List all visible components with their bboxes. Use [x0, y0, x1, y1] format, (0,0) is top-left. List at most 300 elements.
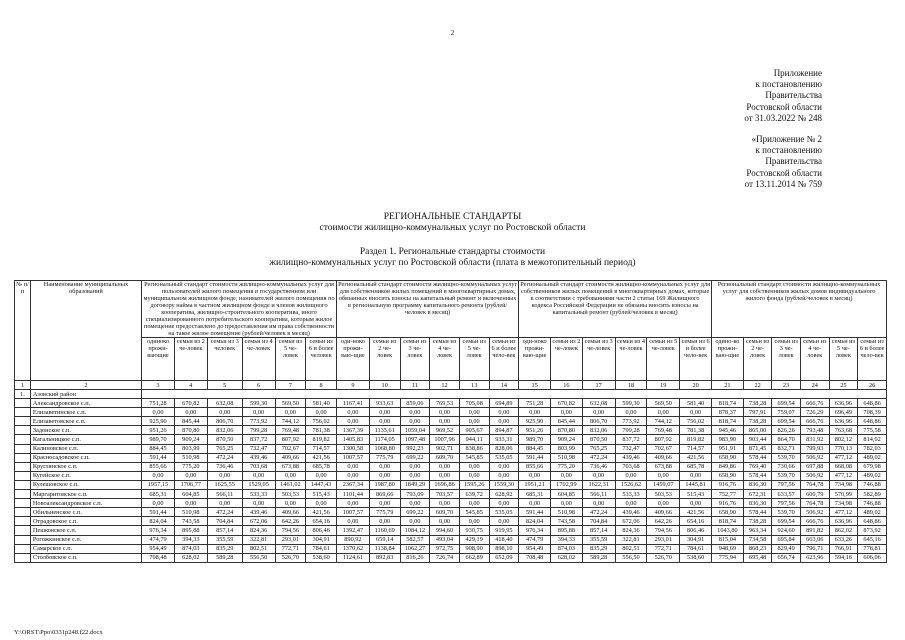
value-cell: 570,99: [829, 490, 858, 499]
approval-line: Ростовской области: [746, 167, 822, 178]
subheader-cell: семьи из 6 и более чело-век: [680, 338, 712, 381]
value-cell: 2367,34: [337, 480, 370, 489]
table-row: [15, 553, 887, 562]
value-cell: 510,98: [174, 508, 207, 517]
value-cell: 945,46: [712, 426, 744, 435]
value-cell: 474,79: [142, 535, 175, 544]
municipality-name: Елизаветовское с.п.: [30, 417, 141, 426]
column-index-cell: 21: [712, 381, 744, 390]
value-cell: 894,87: [489, 426, 519, 435]
value-cell: 925,90: [142, 417, 175, 426]
municipality-name: Красносадовское с.п.: [30, 453, 141, 462]
value-cell: 409,66: [275, 508, 306, 517]
value-cell: 0,00: [489, 462, 519, 471]
value-cell: 1068,80: [369, 444, 400, 453]
approval-gap: [682, 124, 822, 134]
value-cell: 1392,47: [337, 526, 370, 535]
value-cell: 1957,15: [142, 480, 175, 489]
value-cell: 1461,02: [275, 480, 306, 489]
table-row: [15, 517, 887, 526]
value-cell: 1702,99: [551, 480, 583, 489]
value-cell: 1696,86: [430, 480, 460, 489]
value-cell: 799,93: [800, 444, 829, 453]
value-cell: 489,02: [858, 471, 887, 480]
value-cell: 566,11: [207, 490, 242, 499]
value-cell: 510,98: [551, 508, 583, 517]
value-cell: 394,33: [174, 535, 207, 544]
subheader-cell: семьи из 6 и более чело-век: [489, 338, 519, 381]
value-cell: 0,00: [142, 408, 175, 417]
table-row: [15, 526, 887, 535]
value-cell: 870,50: [207, 435, 242, 444]
value-cell: 421,56: [680, 453, 712, 462]
value-cell: 663,06: [800, 535, 829, 544]
value-cell: 0,00: [369, 499, 400, 508]
municipality-name: Столбовское с.п.: [30, 553, 141, 562]
value-cell: 832,06: [207, 426, 242, 435]
value-cell: 814,02: [858, 435, 887, 444]
value-cell: 515,43: [680, 490, 712, 499]
value-cell: 694,89: [489, 399, 519, 408]
value-cell: 1951,21: [519, 480, 551, 489]
value-cell: 892,83: [369, 553, 400, 562]
value-cell: 769,48: [275, 426, 306, 435]
value-cell: 769,48: [647, 426, 680, 435]
value-cell: 685,78: [306, 462, 337, 471]
value-cell: 0,00: [400, 471, 430, 480]
column-index-cell: 22: [743, 381, 772, 390]
value-cell: 704,84: [207, 517, 242, 526]
subheader-cell: семьи из 3 че-ловек: [582, 338, 615, 381]
value-cell: 806,70: [207, 417, 242, 426]
value-cell: 599,30: [615, 399, 647, 408]
header-number: № п/п: [15, 281, 31, 381]
value-cell: 533,33: [615, 490, 647, 499]
value-cell: 930,75: [459, 526, 489, 535]
value-cell: 0,00: [337, 408, 370, 417]
subheader-cell: одиноко прожи-вающие: [142, 338, 175, 381]
value-cell: 0,00: [242, 499, 275, 508]
header-group-owners-exempt: Региональный стандарт стоимости жилищно-коммунальных услуг для собственников жилых помещений в многоквартирных домах, которые в соответствии с требованиями части 2 статьи 169 Жилищного кодекса Российской Федерации не обязаны вносить взносы на капитальный ремонт (рублей/человек в месяц): [519, 281, 712, 338]
value-cell: 472,24: [582, 508, 615, 517]
column-index-cell: 20: [680, 381, 712, 390]
subheader-cell: семьи из 4 че-ловек: [430, 338, 460, 381]
municipality-name: Рогожкинское с.п.: [30, 535, 141, 544]
value-cell: 0,00: [306, 471, 337, 480]
value-cell: 933,63: [369, 399, 400, 408]
value-cell: 648,86: [858, 399, 887, 408]
value-cell: 696,49: [829, 408, 858, 417]
value-cell: 409,66: [647, 508, 680, 517]
value-cell: 933,31: [489, 435, 519, 444]
value-cell: 0,00: [459, 471, 489, 480]
value-cell: 606,06: [858, 553, 887, 562]
value-cell: 730,66: [772, 462, 801, 471]
value-cell: 0,00: [459, 408, 489, 417]
value-cell: 0,00: [207, 408, 242, 417]
value-cell: 578,44: [743, 453, 772, 462]
document-title: РЕГИОНАЛЬНЫЕ СТАНДАРТЫ: [383, 212, 522, 222]
value-cell: 0,00: [400, 408, 430, 417]
value-cell: 857,14: [582, 526, 615, 535]
value-cell: 773,92: [615, 417, 647, 426]
subheader-row: [15, 338, 887, 381]
value-cell: 992,23: [400, 444, 430, 453]
value-cell: 0,00: [430, 499, 460, 508]
value-cell: 743,58: [551, 517, 583, 526]
value-cell: 1300,58: [337, 444, 370, 453]
value-cell: 699,54: [772, 417, 801, 426]
value-cell: 0,00: [582, 408, 615, 417]
value-cell: 421,56: [306, 508, 337, 517]
column-index-cell: 23: [772, 381, 801, 390]
value-cell: 578,44: [743, 508, 772, 517]
value-cell: 756,02: [306, 417, 337, 426]
value-cell: 916,76: [712, 499, 744, 508]
value-cell: 1370,62: [337, 544, 370, 553]
column-index-cell: 2: [30, 381, 141, 390]
value-cell: 695,84: [772, 535, 801, 544]
value-cell: 781,38: [680, 426, 712, 435]
value-cell: 924,60: [772, 526, 801, 535]
value-cell: 775,20: [174, 462, 207, 471]
value-cell: 656,74: [772, 553, 801, 562]
value-cell: 1062,27: [400, 544, 430, 553]
value-cell: 581,40: [680, 399, 712, 408]
value-cell: 1007,57: [337, 508, 370, 517]
value-cell: 642,26: [275, 517, 306, 526]
column-index-cell: 19: [647, 381, 680, 390]
value-cell: 802,51: [242, 544, 275, 553]
value-cell: 591,44: [519, 453, 551, 462]
value-cell: 793,09: [400, 490, 430, 499]
value-cell: 802,12: [829, 435, 858, 444]
value-cell: 685,78: [680, 462, 712, 471]
value-cell: 439,46: [242, 508, 275, 517]
value-cell: 803,99: [174, 444, 207, 453]
value-cell: 772,71: [275, 544, 306, 553]
value-cell: 0,00: [369, 408, 400, 417]
value-cell: 538,60: [306, 553, 337, 562]
value-cell: 472,24: [207, 453, 242, 462]
value-cell: 526,70: [647, 553, 680, 562]
value-cell: 835,29: [207, 544, 242, 553]
value-cell: 636,96: [829, 417, 858, 426]
value-cell: 976,34: [519, 526, 551, 535]
subheader-cell: семьи из 2 че-ловек: [743, 338, 772, 381]
value-cell: 672,31: [743, 490, 772, 499]
value-cell: 0,00: [459, 417, 489, 426]
value-cell: 944,11: [459, 435, 489, 444]
subheader-cell: семьи из 4 че-ловек: [615, 338, 647, 381]
value-cell: 797,91: [743, 408, 772, 417]
value-cell: 0,00: [275, 408, 306, 417]
value-cell: 633,26: [829, 535, 858, 544]
value-cell: 859,06: [400, 399, 430, 408]
value-cell: 0,00: [615, 471, 647, 480]
value-cell: 766,91: [829, 544, 858, 553]
value-cell: 474,79: [519, 535, 551, 544]
value-cell: 533,33: [242, 490, 275, 499]
value-cell: 951,91: [712, 444, 744, 453]
value-cell: 775,94: [712, 553, 744, 562]
value-cell: 672,06: [615, 517, 647, 526]
value-cell: 1007,57: [337, 453, 370, 462]
value-cell: 807,92: [275, 435, 306, 444]
value-cell: 510,98: [174, 453, 207, 462]
value-cell: 0,00: [489, 408, 519, 417]
subheader-cell: семьи из 5 че-ловек: [647, 338, 680, 381]
value-cell: 0,00: [430, 408, 460, 417]
value-cell: 837,72: [615, 435, 647, 444]
value-cell: 802,51: [615, 544, 647, 553]
section-subtitle: жилищно-коммунальных услуг по Ростовской области (плата в межотопительный период): [269, 258, 636, 268]
value-cell: 666,76: [800, 517, 829, 526]
value-cell: 293,01: [647, 535, 680, 544]
value-cell: 0,00: [369, 462, 400, 471]
value-cell: 591,44: [519, 508, 551, 517]
table-row: [15, 444, 887, 453]
value-cell: 951,26: [142, 426, 175, 435]
table-row: [15, 490, 887, 499]
value-cell: 1526,62: [615, 480, 647, 489]
value-cell: 0,00: [337, 517, 370, 526]
district-number: 1.: [15, 390, 31, 399]
value-cell: 569,50: [275, 399, 306, 408]
value-cell: 515,43: [306, 490, 337, 499]
value-cell: 0,00: [337, 471, 370, 480]
subheader-cell: семьи из 3 человек: [207, 338, 242, 381]
value-cell: 633,57: [772, 490, 801, 499]
district-row: [15, 390, 887, 399]
value-cell: 782,03: [858, 444, 887, 453]
value-cell: 775,20: [551, 462, 583, 471]
value-cell: 472,24: [207, 508, 242, 517]
value-cell: 895,88: [551, 526, 583, 535]
value-cell: 578,44: [743, 471, 772, 480]
column-index-cell: 6: [242, 381, 275, 390]
value-cell: 0,00: [647, 408, 680, 417]
value-cell: 764,78: [800, 480, 829, 489]
value-cell: 632,08: [582, 399, 615, 408]
value-cell: 1447,43: [306, 480, 337, 489]
value-cell: 0,00: [647, 471, 680, 480]
column-index-cell: 9: [337, 381, 370, 390]
value-cell: 659,14: [369, 535, 400, 544]
value-cell: 670,82: [551, 399, 583, 408]
value-cell: 1459,07: [647, 480, 680, 489]
value-cell: 884,45: [142, 444, 175, 453]
value-cell: 293,01: [275, 535, 306, 544]
value-cell: 902,71: [430, 444, 460, 453]
value-cell: 903,44: [743, 435, 772, 444]
value-cell: 591,44: [142, 453, 175, 462]
value-cell: 1135,61: [369, 426, 400, 435]
value-cell: 0,00: [459, 517, 489, 526]
header-municipality: Наименование муниципальных образований: [30, 281, 141, 381]
value-cell: 989,70: [142, 435, 175, 444]
value-cell: 394,33: [551, 535, 583, 544]
value-cell: 824,04: [142, 517, 175, 526]
value-cell: 1367,39: [337, 426, 370, 435]
value-cell: 765,25: [582, 444, 615, 453]
value-cell: 769,53: [430, 399, 460, 408]
table-row: [15, 408, 887, 417]
subheader-cell: семьи из 3 че-ловек: [772, 338, 801, 381]
table-row: [15, 544, 887, 553]
page-number: 2: [450, 29, 455, 37]
table-row: [15, 435, 887, 444]
value-cell: 628,02: [551, 553, 583, 562]
value-cell: 0,00: [647, 499, 680, 508]
value-cell: 1138,84: [369, 544, 400, 553]
value-cell: 769,40: [743, 462, 772, 471]
value-cell: 835,29: [582, 544, 615, 553]
value-cell: 954,49: [142, 544, 175, 553]
value-cell: 0,00: [551, 471, 583, 480]
value-cell: 778,81: [858, 544, 887, 553]
value-cell: 0,00: [519, 408, 551, 417]
value-cell: 0,00: [369, 417, 400, 426]
value-cell: 983,90: [712, 435, 744, 444]
value-cell: 0,00: [400, 462, 430, 471]
value-cell: 418,40: [489, 535, 519, 544]
value-cell: 0,00: [207, 471, 242, 480]
value-cell: 708,48: [142, 553, 175, 562]
value-cell: 566,11: [582, 490, 615, 499]
value-cell: 589,28: [582, 553, 615, 562]
column-index-cell: 11: [400, 381, 430, 390]
value-cell: 832,71: [772, 444, 801, 453]
section-title: Раздел 1. Региональные стандарты стоимости: [359, 247, 546, 257]
value-cell: 703,68: [615, 462, 647, 471]
value-cell: 818,74: [712, 399, 744, 408]
value-cell: 734,98: [829, 480, 858, 489]
value-cell: 702,67: [647, 444, 680, 453]
value-cell: 819,82: [680, 435, 712, 444]
value-cell: 948,69: [712, 544, 744, 553]
value-cell: 581,40: [306, 399, 337, 408]
value-cell: 925,90: [519, 417, 551, 426]
approval-line: Правительства: [765, 90, 822, 101]
value-cell: 898,10: [489, 544, 519, 553]
value-cell: 0,00: [142, 471, 175, 480]
value-cell: 668,08: [829, 462, 858, 471]
value-cell: 0,00: [142, 499, 175, 508]
column-index-row: [15, 381, 887, 390]
value-cell: 732,47: [615, 444, 647, 453]
value-cell: 1595,26: [459, 480, 489, 489]
column-index-cell: 12: [430, 381, 460, 390]
value-cell: 662,89: [459, 553, 489, 562]
approval-line: к постановлению: [755, 79, 822, 90]
value-cell: 591,44: [142, 508, 175, 517]
value-cell: 658,90: [712, 453, 744, 462]
value-cell: 969,52: [430, 426, 460, 435]
value-cell: 1160,69: [369, 526, 400, 535]
value-cell: 679,98: [858, 462, 887, 471]
value-cell: 726,74: [430, 553, 460, 562]
standards-table: [14, 280, 887, 563]
subheader-cell: одино-ко прожи-ваю-щие: [712, 338, 744, 381]
value-cell: 869,66: [369, 490, 400, 499]
value-cell: 0,00: [207, 499, 242, 508]
document-subtitle: стоимости жилищно-коммунальных услуг по Ростовской области: [319, 223, 586, 233]
value-cell: 672,06: [242, 517, 275, 526]
subheader-cell: семьи из 2 че-ловек: [551, 338, 583, 381]
value-cell: 0,00: [275, 471, 306, 480]
value-cell: 1097,48: [400, 435, 430, 444]
column-index-cell: 26: [858, 381, 887, 390]
value-cell: 304,91: [306, 535, 337, 544]
value-cell: 705,08: [459, 399, 489, 408]
municipality-name: Отрадовское с.п.: [30, 517, 141, 526]
value-cell: 477,12: [829, 508, 858, 517]
value-cell: 632,08: [207, 399, 242, 408]
value-cell: 752,77: [712, 490, 744, 499]
value-cell: 439,46: [615, 508, 647, 517]
column-index-cell: 7: [275, 381, 306, 390]
value-cell: 0,00: [519, 471, 551, 480]
value-cell: 599,30: [242, 399, 275, 408]
value-cell: 699,54: [772, 399, 801, 408]
value-cell: 658,90: [712, 471, 744, 480]
value-cell: 503,53: [275, 490, 306, 499]
value-cell: 654,16: [306, 517, 337, 526]
value-cell: 639,72: [459, 490, 489, 499]
section-title-block: [0, 247, 905, 269]
value-cell: 772,71: [647, 544, 680, 553]
value-cell: 0,00: [489, 499, 519, 508]
value-cell: 623,96: [800, 553, 829, 562]
value-cell: 0,00: [430, 517, 460, 526]
subheader-cell: семьи из 5 че-ловек: [275, 338, 306, 381]
value-cell: 818,74: [712, 517, 744, 526]
value-cell: 685,31: [519, 490, 551, 499]
column-index-cell: 16: [551, 381, 583, 390]
approval-line: Правительства: [765, 156, 822, 167]
value-cell: 816,26: [400, 553, 430, 562]
value-cell: 770,13: [829, 444, 858, 453]
value-cell: 1174,05: [369, 435, 400, 444]
value-cell: 0,00: [306, 499, 337, 508]
subheader-cell: семьи из 6 и более человек: [306, 338, 337, 381]
municipality-name: Пешковское с.п.: [30, 526, 141, 535]
value-cell: 697,88: [800, 462, 829, 471]
value-cell: 806,70: [582, 417, 615, 426]
value-cell: 734,98: [829, 499, 858, 508]
value-cell: 472,24: [582, 453, 615, 462]
value-cell: 708,48: [519, 553, 551, 562]
value-cell: 891,82: [800, 526, 829, 535]
table-row: [15, 535, 887, 544]
value-cell: 756,02: [680, 417, 712, 426]
value-cell: 589,28: [207, 553, 242, 562]
value-cell: 477,12: [829, 471, 858, 480]
value-cell: 836,30: [743, 499, 772, 508]
value-cell: 439,46: [242, 453, 275, 462]
value-cell: 1706,77: [174, 480, 207, 489]
value-cell: 714,57: [680, 444, 712, 453]
value-cell: 429,19: [459, 535, 489, 544]
value-cell: 864,70: [772, 435, 801, 444]
value-cell: 604,85: [174, 490, 207, 499]
column-index-cell: 15: [519, 381, 551, 390]
value-cell: 322,81: [242, 535, 275, 544]
value-cell: 526,70: [275, 553, 306, 562]
value-cell: 976,34: [142, 526, 175, 535]
column-index-cell: 5: [207, 381, 242, 390]
